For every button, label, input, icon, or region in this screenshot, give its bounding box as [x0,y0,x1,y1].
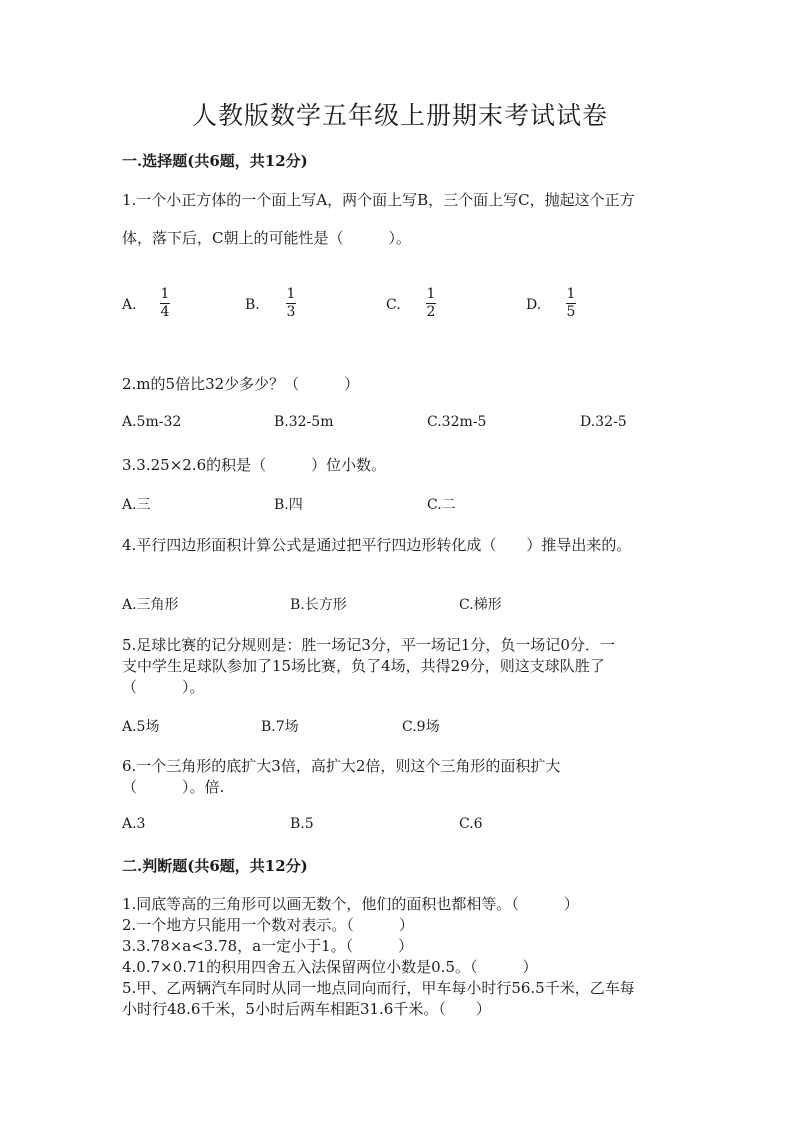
q2-option-d: D.32-5 [580,414,627,430]
fraction-denominator: 4 [160,304,170,320]
q2-option-c: C.32m-5 [427,414,487,430]
question-6-line-2: （ ）。倍. [122,778,225,796]
q4-option-c: C.梯形 [459,597,502,613]
judgement-item-5-line-1: 5.甲、乙两辆汽车同时从同一地点同向而行，甲车每小时行56.5千米，乙车每 [122,979,635,997]
page-title: 人教版数学五年级上册期末考试试卷 [191,101,608,130]
q5-option-c: C.9场 [402,719,440,735]
question-2-text: 2.m的5倍比32少多少？（ ） [122,375,360,393]
q1-option-d-fraction [566,287,576,320]
q3-option-b: B.四 [274,497,303,513]
judgement-item-3: 3.3.78×a<3.78，a一定小于1。（ ） [122,937,414,955]
q4-option-b: B.长方形 [290,597,347,613]
q1-option-c-fraction [426,287,436,320]
q5-option-a: A.5场 [122,719,160,735]
q1-option-c-label: C. [386,297,401,313]
judgement-item-1: 1.同底等高的三角形可以画无数个，他们的面积也都相等。（ ） [122,895,579,913]
q6-option-c: C.6 [459,816,483,832]
fraction-denominator: 5 [566,304,576,320]
question-5-line-1: 5.足球比赛的记分规则是：胜一场记3分，平一场记1分，负一场记0分．一 [122,636,615,654]
fraction-numerator: 1 [160,286,170,302]
q6-option-b: B.5 [290,816,314,832]
fraction-numerator: 1 [426,286,436,302]
q3-option-a: A.三 [122,497,151,513]
question-1-line-1: 1.一个小正方体的一个面上写A，两个面上写B，三个面上写C，抛起这个正方 [122,191,635,209]
section-heading-judgement: 二.判断题(共6题，共12分) [122,857,308,875]
q1-option-b-fraction [286,287,296,320]
question-5-line-2: 支中学生足球队参加了15场比赛，负了4场，共得29分，则这支球队胜了 [122,657,605,675]
q3-option-c: C.二 [427,497,456,513]
q2-option-a: A.5m-32 [122,414,182,430]
q5-option-b: B.7场 [261,719,299,735]
q1-option-a-label: A. [122,297,137,313]
q6-option-a: A.3 [122,816,146,832]
fraction-numerator: 1 [286,286,296,302]
judgement-item-4: 4.0.7×0.71的积用四舍五入法保留两位小数是0.5。（ ） [122,958,538,976]
question-6-line-1: 6.一个三角形的底扩大3倍，高扩大2倍，则这个三角形的面积扩大 [122,757,561,775]
fraction-denominator: 3 [286,304,296,320]
q1-option-b-label: B. [245,297,260,313]
fraction-numerator: 1 [566,286,576,302]
question-1-line-2: 体，落下后，C朝上的可能性是（ ）。 [122,229,411,247]
question-5-line-3: （ ）。 [122,678,205,696]
question-4-text: 4.平行四边形面积计算公式是通过把平行四边形转化成（ ）推导出来的。 [122,536,632,554]
fraction-denominator: 2 [426,304,436,320]
judgement-item-2: 2.一个地方只能用一个数对表示。（ ） [122,916,414,934]
q1-option-a-fraction [160,287,170,320]
question-3-text: 3.3.25×2.6的积是（ ）位小数。 [122,456,387,474]
q2-option-b: B.32-5m [274,414,334,430]
q4-option-a: A.三角形 [122,597,179,613]
section-heading-choice: 一.选择题(共6题，共12分) [122,152,308,170]
q1-option-d-label: D. [526,297,542,313]
judgement-item-5-line-2: 小时行48.6千米，5小时后两车相距31.6千米。（ ） [122,1000,491,1018]
